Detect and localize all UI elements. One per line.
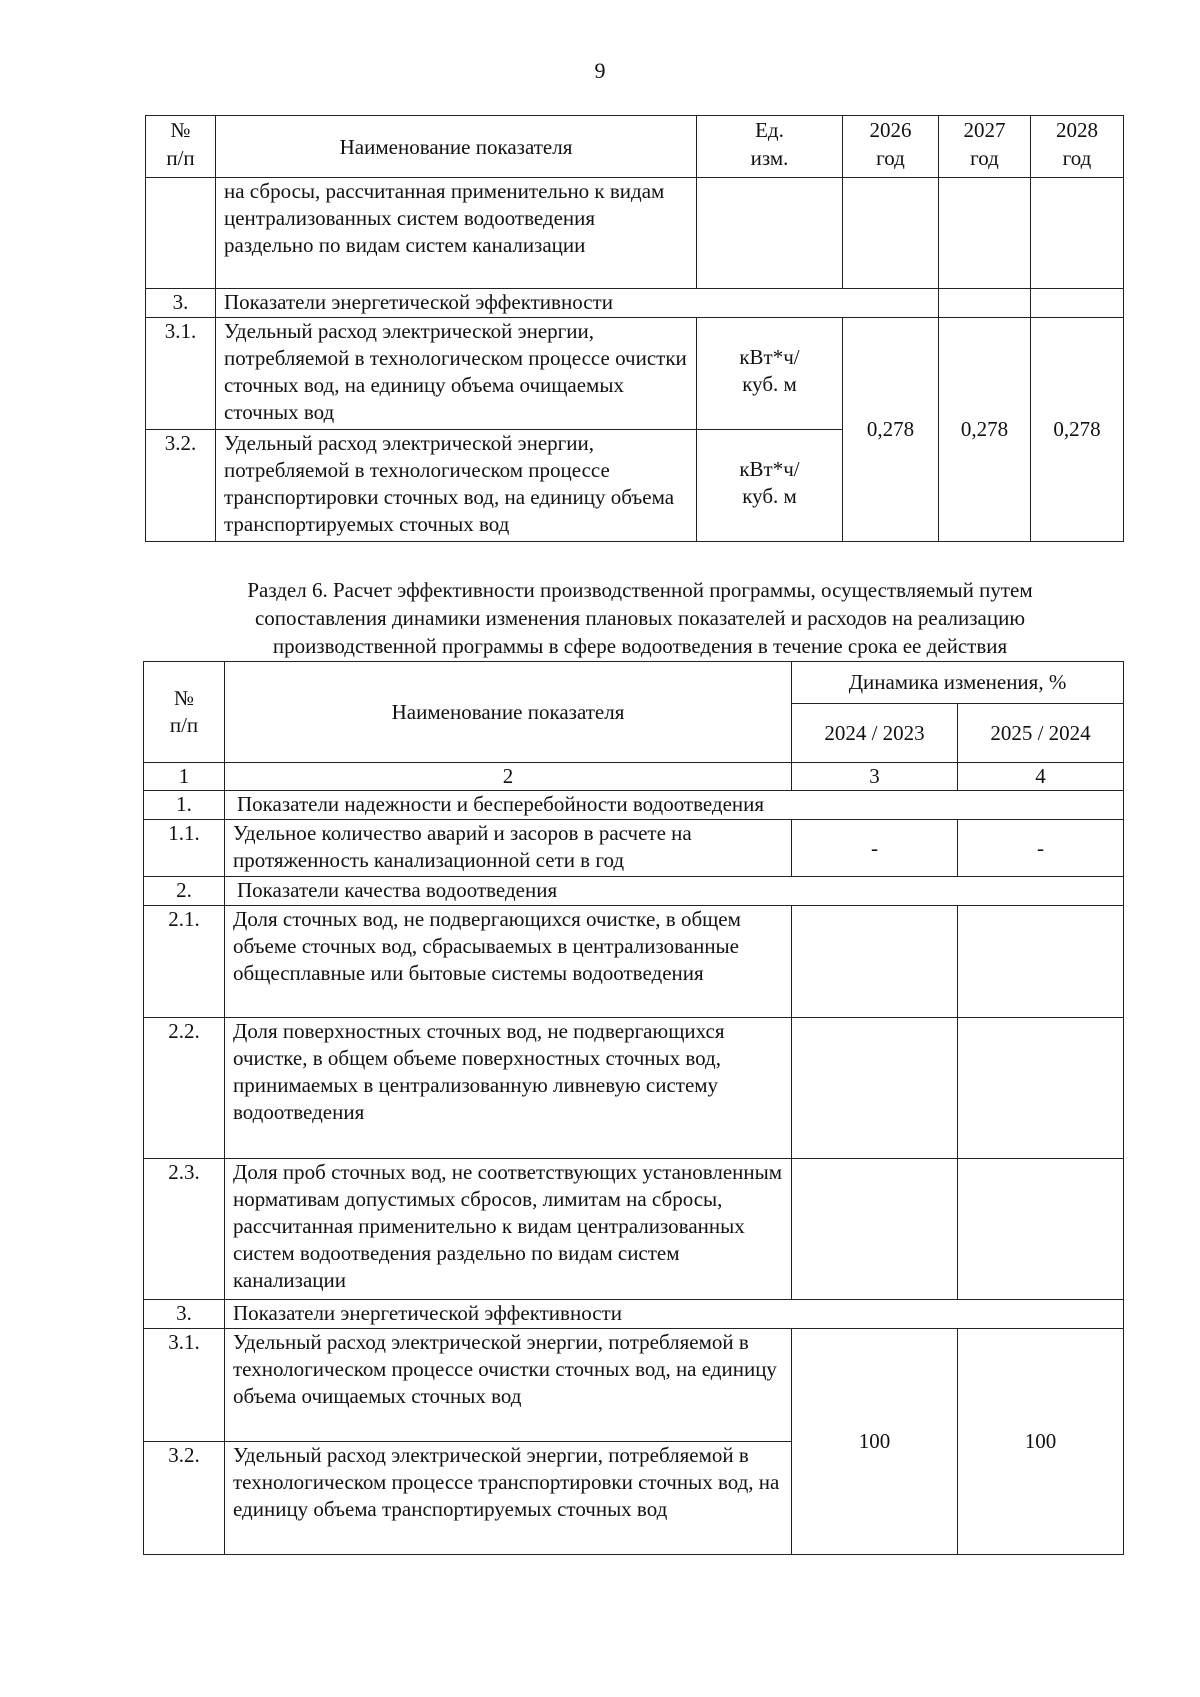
table1-value-2027: 0,278	[939, 318, 1031, 542]
table2-row-3-2-name: Удельный расход электрической энергии, потребляемой в технологическом процессе транспортировки сточных вод, на единицу объема транспортируемых сточных вод	[225, 1442, 792, 1555]
table1-row-3-1-unit: кВт*ч/ куб. м	[697, 318, 843, 430]
table2-column-numbers: 1 2 3 4	[144, 763, 1124, 791]
table1-section-3-title: Показатели энергетической эффективности	[216, 289, 939, 318]
table2-row-2-1-name: Доля сточных вод, не подвергающихся очистке, в общем объеме сточных вод, сбрасываемых в централизованные общесплавные или бытовые системы водоотведения	[225, 906, 792, 1018]
table2-section-2-title: Показатели качества водоотведения	[225, 877, 1124, 906]
table2-section-1-row: 1. Показатели надежности и бесперебойности водоотведения	[144, 791, 1124, 820]
table2-row-1-1: 1.1. Удельное количество аварий и засоров в расчете на протяженность канализационной сети в год - -	[144, 820, 1124, 877]
indicators-table-continued	[145, 115, 1124, 542]
table1-header-2027: 2027 год	[939, 116, 1031, 178]
table2-row-1-1-name: Удельное количество аварий и засоров в расчете на протяженность канализационной сети в год	[225, 820, 792, 877]
table1-continuation-text: на сбросы, рассчитанная применительно к видам централизованных систем водоотведения раздельно по видам систем канализации	[216, 178, 697, 289]
section-6-title: Раздел 6. Расчет эффективности производственной программы, осуществляемый путем сопоставления динамики изменения плановых показателей и расходов на реализацию производственной программы в сфере водоотведения в течение срока ее действия	[247, 578, 1033, 658]
table1-row-3-2: 3.2. Удельный расход электрической энергии, потребляемой в технологическом процессе транспортировки сточных вод, на единицу объема транспортируемых сточных вод кВт*ч/ куб. м	[146, 430, 1124, 542]
table1-header-2026: 2026 год	[843, 116, 939, 178]
table2-header-row-1	[144, 662, 1124, 704]
table1-row-3-2-unit: кВт*ч/ куб. м	[697, 430, 843, 542]
table2-header-dynamics: Динамика изменения, %	[792, 662, 1124, 704]
table2-row-2-3-name: Доля проб сточных вод, не соответствующих установленным нормативам допустимых сбросов, лимитам на сбросы, рассчитанная применительно к видам централизованных систем водоотведения раздельно по видам систем канализации	[225, 1159, 792, 1300]
table1-row-3-1: 3.1. Удельный расход электрической энергии, потребляемой в технологическом процессе очистки сточных вод, на единицу объема очищаемых сточных вод кВт*ч/ куб. м 0,278 0,278 0,278	[146, 318, 1124, 430]
table1-value-2028: 0,278	[1031, 318, 1124, 542]
table1-header-row	[146, 116, 1124, 178]
table2-row-2-3: 2.3. Доля проб сточных вод, не соответствующих установленным нормативам допустимых сбросов, лимитам на сбросы, рассчитанная применительно к видам централизованных систем водоотведения раздельно по видам систем канализации	[144, 1159, 1124, 1300]
page-number: 9	[594, 58, 606, 83]
table1-header-name: Наименование показателя	[216, 116, 697, 178]
table2-row-2-2-name: Доля поверхностных сточных вод, не подвергающихся очистке, в общем объеме поверхностных сточных вод, принимаемых в централизованную ливневую систему водоотведения	[225, 1018, 792, 1159]
table2-section-3-row: 3. Показатели энергетической эффективности	[144, 1300, 1124, 1329]
table2-header-period-2: 2025 / 2024	[958, 704, 1124, 763]
table2-value-1: 100	[792, 1329, 958, 1555]
table1-row-3-1-name: Удельный расход электрической энергии, потребляемой в технологическом процессе очистки сточных вод, на единицу объема очищаемых сточных вод	[216, 318, 697, 430]
table1-section-3-row: 3. Показатели энергетической эффективности	[146, 289, 1124, 318]
table2-section-3-title: Показатели энергетической эффективности	[225, 1300, 1124, 1329]
table1-continuation-row	[146, 178, 1124, 289]
table2-row-3-2: 3.2. Удельный расход электрической энергии, потребляемой в технологическом процессе транспортировки сточных вод, на единицу объема транспортируемых сточных вод	[144, 1442, 1124, 1555]
table2-row-2-1: 2.1. Доля сточных вод, не подвергающихся очистке, в общем объеме сточных вод, сбрасываемых в централизованные общесплавные или бытовые системы водоотведения	[144, 906, 1124, 1018]
table2-section-1-title: Показатели надежности и бесперебойности водоотведения	[225, 791, 1124, 820]
dynamics-table	[143, 661, 1124, 1555]
table2-header-period-1: 2024 / 2023	[792, 704, 958, 763]
table2-row-1-1-value-2: -	[958, 820, 1124, 877]
table1-header-num: № п/п	[146, 116, 216, 178]
table1-row-3-2-name: Удельный расход электрической энергии, потребляемой в технологическом процессе транспортировки сточных вод, на единицу объема транспортируемых сточных вод	[216, 430, 697, 542]
table2-header-num: № п/п	[144, 662, 225, 763]
table2-section-2-row: 2. Показатели качества водоотведения	[144, 877, 1124, 906]
table2-row-2-2: 2.2. Доля поверхностных сточных вод, не подвергающихся очистке, в общем объеме поверхностных сточных вод, принимаемых в централизованную ливневую систему водоотведения	[144, 1018, 1124, 1159]
table1-header-unit: Ед. изм.	[697, 116, 843, 178]
table2-header-name: Наименование показателя	[225, 662, 792, 763]
table2-row-1-1-value-1: -	[792, 820, 958, 877]
table2-row-3-1-name: Удельный расход электрической энергии, потребляемой в технологическом процессе очистки сточных вод, на единицу объема очищаемых сточных вод	[225, 1329, 792, 1442]
table1-header-2028: 2028 год	[1031, 116, 1124, 178]
table2-row-3-1: 3.1. Удельный расход электрической энергии, потребляемой в технологическом процессе очистки сточных вод, на единицу объема очищаемых сточных вод 100 100	[144, 1329, 1124, 1442]
table2-value-2: 100	[958, 1329, 1124, 1555]
table1-value-2026: 0,278	[843, 318, 939, 542]
